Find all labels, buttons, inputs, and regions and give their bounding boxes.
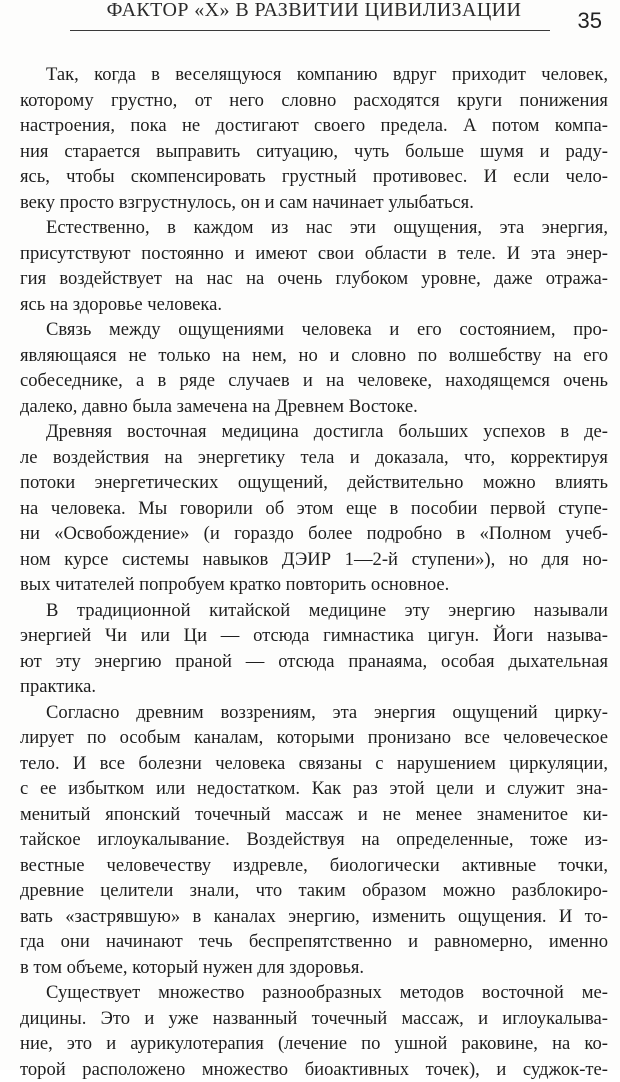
text-line: являющаяся не только на нем, но и словно по волшебству на его bbox=[20, 343, 608, 369]
text-line: ни «Освобождение» (и гораздо более подробно в «Полном учеб- bbox=[20, 521, 608, 547]
text-line: древние целители знали, что таким образом можно разблокиро- bbox=[20, 878, 608, 904]
text-line: практика. bbox=[20, 674, 608, 700]
text-line: ясь, чтобы скомпенсировать грустный противовес. И если чело- bbox=[20, 164, 608, 190]
text-line: ния старается выправить ситуацию, чуть больше шумя и раду- bbox=[20, 139, 608, 165]
text-line: ют эту энергию праной — отсюда пранаяма, особая дыхательная bbox=[20, 649, 608, 675]
body-text bbox=[20, 62, 608, 1082]
text-line: тайское иглоукалывание. Воздействуя на определенные, тоже из- bbox=[20, 827, 608, 853]
text-line: присутствуют постоянно и имеют свои области в теле. И эта энер- bbox=[20, 241, 608, 267]
paragraph bbox=[20, 62, 608, 215]
text-line: собеседнике, а в ряде случаев и на человеке, находящемся очень bbox=[20, 368, 608, 394]
paragraph bbox=[20, 215, 608, 317]
text-line: веку просто взгрустнулось, он и сам начинает улыбаться. bbox=[20, 190, 608, 216]
text-line: далеко, давно была замечена на Древнем Востоке. bbox=[20, 394, 608, 420]
paragraph bbox=[20, 980, 608, 1082]
paragraph bbox=[20, 317, 608, 419]
text-line: ле воздействия на энергетику тела и доказала, что, корректируя bbox=[20, 445, 608, 471]
text-line: ние, это и аурикулотерапия (лечение по ушной раковине, на ко- bbox=[20, 1031, 608, 1057]
text-line: Древняя восточная медицина достигла больших успехов в де- bbox=[20, 419, 608, 445]
text-line: Существует множество разнообразных методов восточной ме- bbox=[20, 980, 608, 1006]
paragraph bbox=[20, 419, 608, 598]
text-line: дицины. Это и уже названный точечный массаж, и иглоукалыва- bbox=[20, 1006, 608, 1032]
text-line: ясь на здоровье человека. bbox=[20, 292, 608, 318]
text-line: вестные человечеству издревле, биологически активные точки, bbox=[20, 853, 608, 879]
text-line: лирует по особым каналам, которыми пронизано все человеческое bbox=[20, 725, 608, 751]
text-line: вать «застрявшую» в каналах энергию, изменить ощущения. И то- bbox=[20, 904, 608, 930]
text-line: которому грустно, от него словно расходятся круги понижения bbox=[20, 88, 608, 114]
text-line: потоки энергетических ощущений, действительно можно влиять bbox=[20, 470, 608, 496]
text-line: гда они начинают течь беспрепятственно и равномерно, именно bbox=[20, 929, 608, 955]
text-line: торой расположено множество биоактивных точек), и суджок-те- bbox=[20, 1057, 608, 1082]
page-number: 35 bbox=[578, 8, 602, 34]
text-line: Так, когда в веселящуюся компанию вдруг приходит человек, bbox=[20, 62, 608, 88]
text-line: энергией Чи или Ци — отсюда гимнастика цигун. Йоги называ- bbox=[20, 623, 608, 649]
text-line: В традиционной китайской медицине эту энергию называли bbox=[20, 598, 608, 624]
paragraph bbox=[20, 700, 608, 981]
text-line: вых читателей попробуем кратко повторить основное. bbox=[20, 572, 608, 598]
text-line: менитый японский точечный массаж и не менее знаменитое ки- bbox=[20, 802, 608, 828]
text-line: с ее избытком или недостатком. Как раз этой цели и служит зна- bbox=[20, 776, 608, 802]
text-line: Естественно, в каждом из нас эти ощущения, эта энергия, bbox=[20, 215, 608, 241]
text-line: ном курсе системы навыков ДЭИР 1—2-й ступени»), но для но- bbox=[20, 547, 608, 573]
paragraph bbox=[20, 598, 608, 700]
text-line: настроения, пока не достигают своего предела. А потом компа- bbox=[20, 113, 608, 139]
running-head-title: ФАКТОР «Х» В РАЗВИТИИ ЦИВИЛИЗАЦИИ bbox=[64, 0, 564, 24]
text-line: Согласно древним воззрениям, эта энергия ощущений цирку- bbox=[20, 700, 608, 726]
text-line: тело. И все болезни человека связаны с нарушением циркуляции, bbox=[20, 751, 608, 777]
text-line: гия воздействует на нас на очень глубоком уровне, даже отража- bbox=[20, 266, 608, 292]
header-rule bbox=[70, 30, 550, 31]
text-line: в том объеме, который нужен для здоровья. bbox=[20, 955, 608, 981]
text-line: на человека. Мы говорили об этом еще в пособии первой ступе- bbox=[20, 496, 608, 522]
text-line: Связь между ощущениями человека и его состоянием, про- bbox=[20, 317, 608, 343]
